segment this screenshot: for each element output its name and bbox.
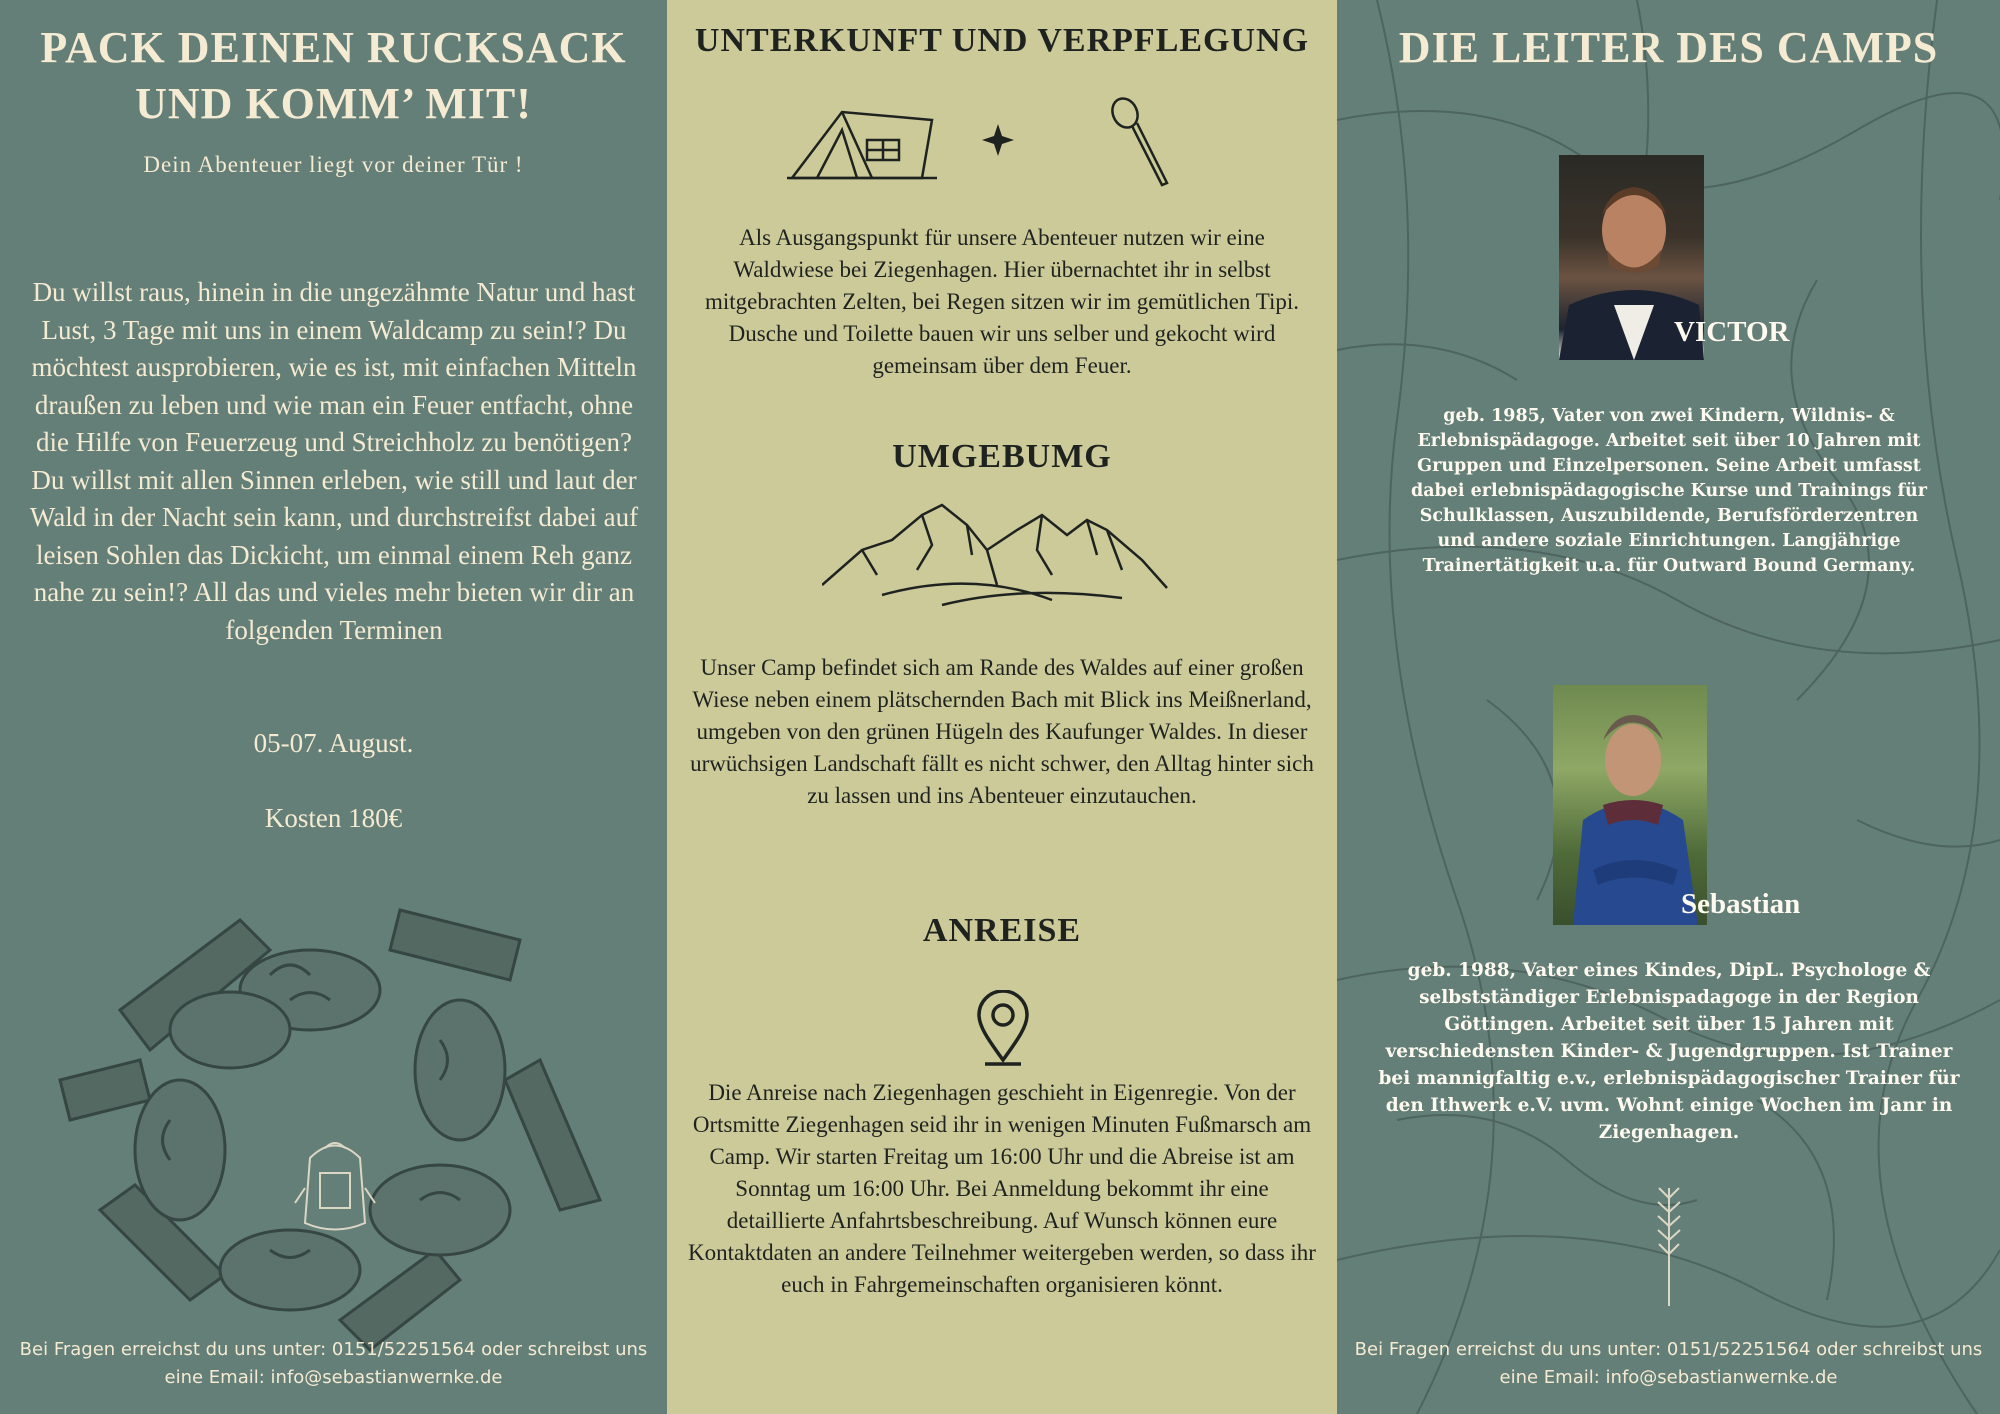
plus-icon: [980, 122, 1016, 158]
wheat-icon: [1652, 1178, 1686, 1308]
surroundings-text: Unser Camp befindet sich am Rande des Waldes auf einer großen Wiese neben einem plätschernden Bach mit Blick ins Meißnerland, umgeben von den grünen Hügeln des Kaufunger Waldes. In dieser urwüchsigen Landschaft fällt es nicht schwer, den Alltag hinter sich zu lassen und ins Abenteuer einzutauchen.: [690, 655, 1314, 808]
right-footer-line1: Bei Fragen erreichst du uns unter: 0151/52251564 oder schreibst uns: [1354, 1339, 1983, 1360]
heading-accommodation: UNTERKUNFT UND VERPFLEGUNG: [694, 22, 1310, 59]
right-title: DIE LEITER DES CAMPS: [1398, 23, 1939, 72]
right-footer-line2: eine Email: info@sebastianwernke.de: [1499, 1367, 1838, 1388]
location-pin-icon: [975, 990, 1031, 1066]
arrival-text: Die Anreise nach Ziegenhagen geschieht in Eigenregie. Von der Ortsmitte Ziegenhagen seid ihr in wenigen Minuten Fußmarsch am Camp. Wir starten Freitag um 16:00 Uhr und die Abreise ist am Sonntag um 16:00 Uhr. Bei Anmeldung bekommt ihr eine detaillierte Anfahrtsbeschreibung. Auf Wunsch können eure Kontaktdaten an andere Teilnehmer weitergeben werden, so dass ihr euch in Fahrgemeinschaften organisieren könnt.: [688, 1080, 1316, 1297]
heading-surroundings: UMGEBUMG: [892, 438, 1112, 475]
right-panel: [1337, 0, 2000, 1414]
camp-dates: 05-07. August.: [253, 728, 414, 758]
backpack-icon: [290, 1128, 380, 1238]
mountains-icon: [822, 500, 1172, 610]
leader1-name: VICTOR: [1674, 316, 1790, 348]
leader2-name: Sebastian: [1681, 888, 1801, 920]
left-footer-line1: Bei Fragen erreichst du uns unter: 0151/52251564 oder schreibst uns: [19, 1339, 648, 1360]
left-panel: [0, 0, 667, 1414]
camp-cost: Kosten 180€: [264, 803, 403, 833]
heading-arrival: ANREISE: [922, 912, 1082, 949]
hands-circle-illustration: [40, 880, 640, 1360]
intro-text: Du willst raus, hinein in die ungezähmte Natur und hast Lust, 3 Tage mit uns in einem Waldcamp zu sein!? Du möchtest ausprobieren, wie es ist, mit einfachen Mitteln draußen zu leben und wie man ein Feuer entfacht, ohne die Hilfe von Feuerzeug und Streichholz zu benötigen? Du willst mit allen Sinnen erleben, wie still und laut der Wald in der Nacht sein kann, und durchstreifst dabei auf leisen Sohlen das Dickicht, um einmal einem Reh ganz nahe zu sein!? All das und vieles mehr bieten wir dir an folgenden Terminen: [29, 277, 639, 645]
left-subtitle: Dein Abenteuer liegt vor deiner Tür !: [143, 152, 524, 177]
spoon-icon: [1107, 95, 1177, 190]
left-title: PACK DEINEN RUCKSACK UND KOMM’ MIT!: [40, 23, 627, 128]
accommodation-text: Als Ausgangspunkt für unsere Abenteuer nutzen wir eine Waldwiese bei Ziegenhagen. Hier übernachtet ihr in selbst mitgebrachten Zelten, bei Regen sitzen wir im gemütlichen Tipi. Dusche und Toilette bauen wir uns selber und gekocht wird gemeinsam über dem Feuer.: [704, 225, 1300, 378]
right-footer: [1337, 1336, 2000, 1392]
middle-panel: [667, 0, 1337, 1414]
left-footer-line2: eine Email: info@sebastianwernke.de: [164, 1367, 503, 1388]
leader1-bio: geb. 1985, Vater von zwei Kindern, Wildnis- & Erlebnispädagoge. Arbeitet seit über 10 Jahren mit Gruppen und Einzelpersonen. Seine Arbeit umfasst dabei erlebnispädagogische Kurse und Trainings für Schulklassen, Auszubildende, Berufsförderzentren und andere soziale Einrichtungen. Langjährige Trainertätigkeit u.a. für Outward Bound Germany.: [1410, 406, 1927, 576]
left-footer: [0, 1336, 667, 1392]
tent-icon: [787, 100, 937, 185]
leader2-bio: geb. 1988, Vater eines Kindes, DipL. Psychologe & selbstständiger Erlebnispadagoge in der Region Göttingen. Arbeitet seit über 15 Jahren mit verschiedensten Kinder- & Jugendgruppen. Ist Trainer bei mannigfaltig e.v., erlebnispädagogischer Trainer für den Ithwerk e.V. uvm. Wohnt einige Wochen im Janr in Ziegenhagen.: [1378, 960, 1960, 1143]
